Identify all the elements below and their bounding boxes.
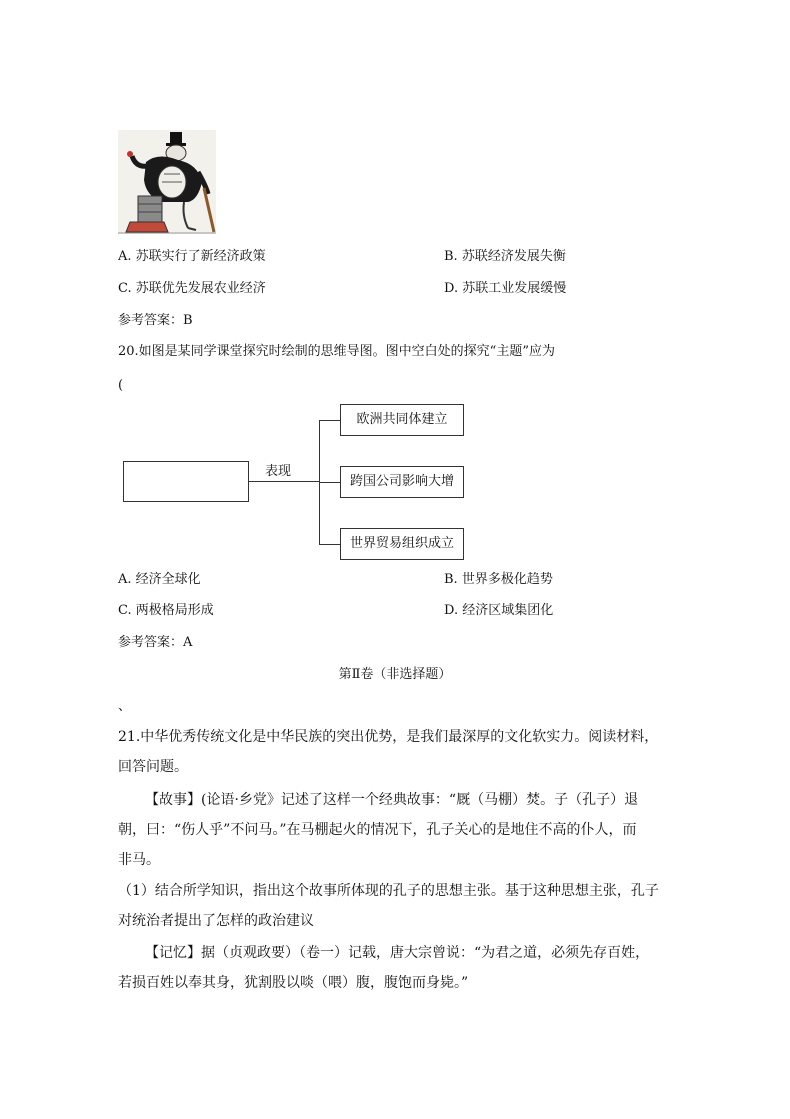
branch-box-3 [340,528,464,560]
option-text: 世界多极化趋势 [461,572,553,587]
option-label: B. [444,572,458,587]
q21-stem-line-2: 回答问题。 [118,759,188,775]
option-label: B. [444,249,458,264]
option-label: D. [444,281,459,296]
q21-memory-line-1: 【记忆】据（贞观政要）（卷一）记载，唐大宗曾说：“为君之道，必须先存百姓， [145,945,650,961]
connector-branch-3 [319,544,340,545]
q21-story-line-3: 非马。 [118,852,160,868]
connector-branch-1 [319,420,340,421]
link-label: 表现 [265,464,292,479]
q21-story-line-1: 【故事】(论语·乡党》记述了这样一个经典故事：“厩（马棚）焚。子（孔子）退 [145,792,639,808]
section-title: 第Ⅱ卷（非选择题） [338,667,452,682]
blank-theme-box [123,461,249,502]
q20-option-d [444,602,553,620]
branch-box-1 [340,404,464,436]
q20-option-c [118,602,214,620]
option-text: 苏联实行了新经济政策 [135,249,266,264]
option-text: 两极格局形成 [135,603,214,618]
q19-option-c [118,280,266,298]
branch-box-label: 世界贸易组织成立 [349,536,454,551]
option-label: C. [118,603,132,618]
q19-option-b [444,248,566,266]
connector-main [249,481,319,482]
option-text: 苏联工业发展缓慢 [462,281,567,296]
q20-paren: ( [118,378,124,393]
branch-box-label: 跨国公司影响大增 [349,474,454,489]
cartoon-illustration [118,130,216,234]
branch-box-label: 欧洲共同体建立 [356,412,448,427]
q21-sub1-line-1: （1）结合所学知识，指出这个故事所体现的孔子的思想主张。基于这种思想主张，孔子 [118,883,659,899]
option-text: 经济全球化 [135,572,201,587]
q21-memory-line-2: 若损百姓以奉其身，犹割股以啖（喂）腹，腹饱而身毙。” [118,975,469,991]
option-label: A. [118,572,132,587]
option-label: C. [118,281,132,296]
q20-answer: 参考答案：A [118,635,193,650]
option-label: A. [118,249,132,264]
q19-answer: 参考答案：B [118,313,193,328]
q21-story-line-2: 朝，曰：“伤人乎”不问马。”在马棚起火的情况下，孔子关心的是地住不高的仆人，而 [118,822,637,838]
option-text: 经济区域集团化 [462,603,554,618]
q20-stem: 20.如图是某同学课堂探究时绘制的思维导图。图中空白处的探究“主题”应为 [118,344,555,359]
q21-stem-line-1: 21.中华优秀传统文化是中华民族的突出优势，是我们最深厚的文化软实力。阅读材料， [118,729,659,745]
q20-option-a [118,571,201,589]
connector-branch-2 [319,482,340,483]
q19-option-d [444,280,566,298]
option-text: 苏联优先发展农业经济 [135,281,266,296]
q19-option-a [118,248,266,266]
section-mark: 、 [118,699,132,714]
option-text: 苏联经济发展失衡 [461,249,566,264]
branch-box-2 [340,466,464,498]
q21-sub1-line-2: 对统治者提出了怎样的政治建议 [118,913,314,929]
q20-option-b [444,571,553,589]
option-label: D. [444,603,459,618]
